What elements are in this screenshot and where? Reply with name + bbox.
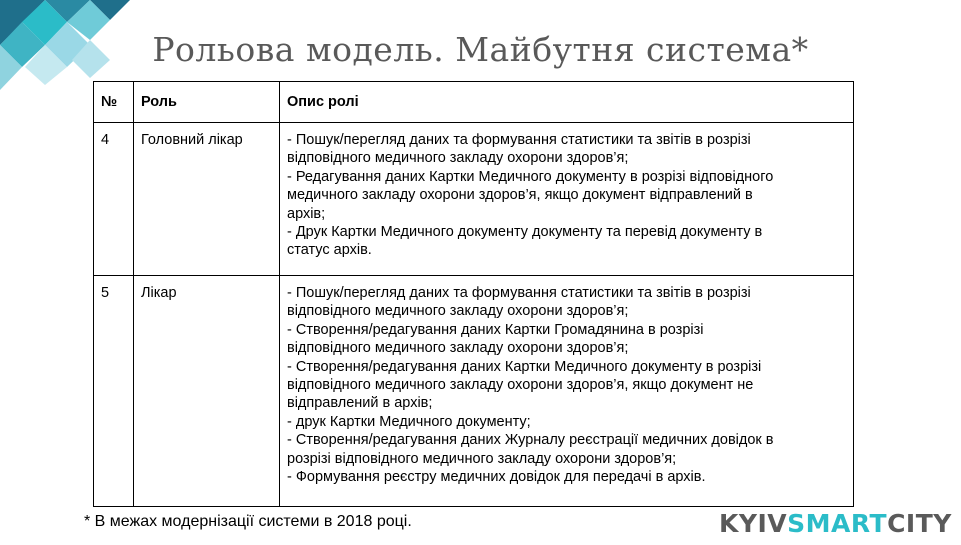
description-line: відповідного медичного закладу охорони здоров’я;	[287, 340, 629, 357]
row-role: Лікар	[134, 276, 280, 507]
header-number: №	[94, 82, 134, 123]
row-role: Головний лікар	[134, 123, 280, 276]
description-line: статус архів.	[287, 242, 372, 259]
row-number: 4	[94, 123, 134, 276]
description-line: - Друк Картки Медичного документу документу та перевід документу в	[287, 224, 763, 241]
description-line: - Створення/редагування даних Журналу реєстрації медичних довідок в	[287, 432, 774, 449]
footnote: * В межах модернізації системи в 2018 році.	[84, 513, 412, 530]
description-line: медичного закладу охорони здоров’я, якщо документ відправлений в	[287, 187, 753, 204]
row-number: 5	[94, 276, 134, 507]
row-description	[280, 123, 854, 276]
table-row	[94, 123, 854, 276]
description-line: розрізі відповідного медичного закладу охорони здоров’я;	[287, 450, 677, 467]
description-line: архів;	[287, 205, 326, 222]
logo-part-kyiv: KYIV	[719, 509, 788, 538]
description-line: - Пошук/перегляд даних та формування статистики та звітів в розрізі	[287, 132, 751, 148]
header-role: Роль	[134, 82, 280, 123]
roles-table	[93, 81, 854, 507]
description-line: відправлений в архів;	[287, 395, 433, 412]
description-line: - Формування реєстру медичних довідок для передачі в архів.	[287, 469, 706, 486]
description-line: відповідного медичного закладу охорони здоров’я;	[287, 303, 629, 320]
description-line: - Редагування даних Картки Медичного документу в розрізі відповідного	[287, 168, 774, 185]
table-header-row	[94, 82, 854, 123]
description-line: відповідного медичного закладу охорони здоров’я;	[287, 150, 629, 167]
description-line: відповідного медичного закладу охорони здоров’я, якщо документ не	[287, 377, 754, 394]
logo-part-smart: SMART	[787, 509, 888, 538]
header-description: Опис ролі	[280, 82, 854, 123]
kyiv-smart-city-logo	[719, 509, 952, 538]
description-line: - Створення/редагування даних Картки Громадянина в розрізі	[287, 321, 704, 338]
description-line: - друк Картки Медичного документу;	[287, 413, 531, 430]
logo-part-city: CITY	[887, 509, 952, 538]
row-description	[280, 276, 854, 507]
table-row	[94, 276, 854, 507]
slide-title: Рольова модель. Майбутня система*	[152, 30, 809, 69]
description-line: - Пошук/перегляд даних та формування статистики та звітів в розрізі	[287, 285, 751, 301]
description-line: - Створення/редагування даних Картки Медичного документу в розрізі	[287, 358, 762, 375]
